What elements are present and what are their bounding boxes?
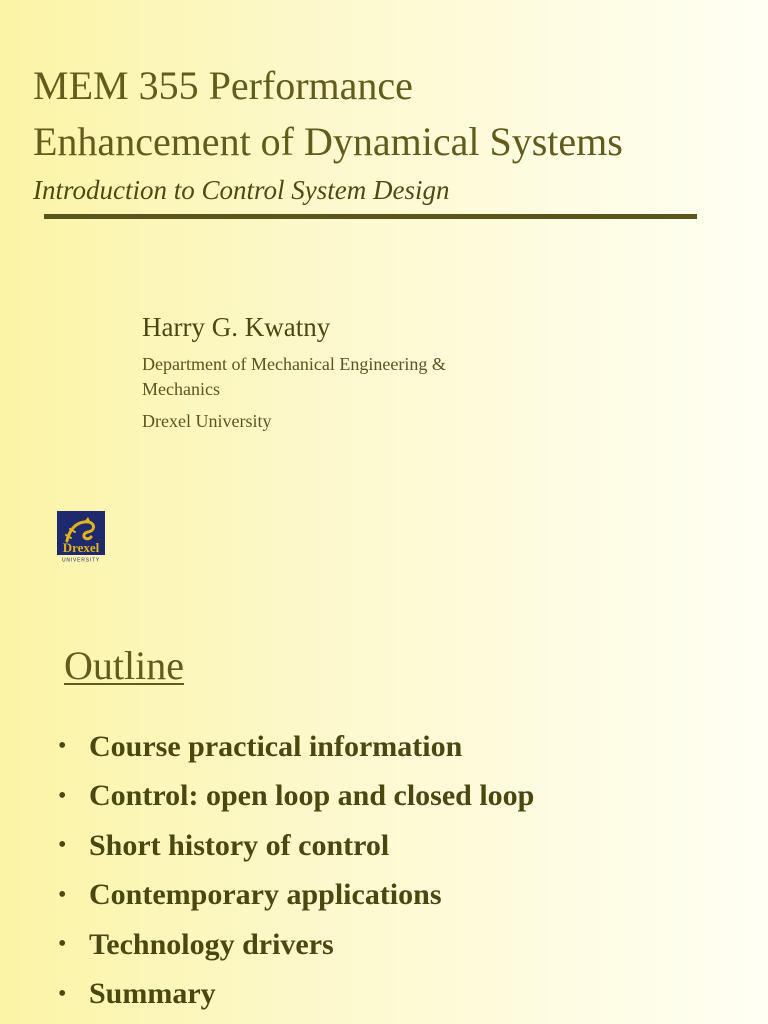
drexel-logo <box>57 511 105 563</box>
slide-subtitle: Introduction to Control System Design <box>33 175 450 205</box>
list-item <box>58 920 534 970</box>
author-name: Harry G. Kwatny <box>142 312 331 342</box>
department-line-2: Mechanics <box>142 379 220 399</box>
slide-title-line-2: Enhancement of Dynamical Systems <box>33 119 623 164</box>
outline-heading: Outline <box>64 643 184 688</box>
department-line-1: Department of Mechanical Engineering & <box>142 354 446 374</box>
bullet-icon: • <box>58 733 67 760</box>
list-item-text: Contemporary applications <box>89 878 442 912</box>
list-item <box>58 871 534 921</box>
bullet-icon: • <box>58 980 67 1007</box>
list-item <box>58 772 534 822</box>
bullet-icon: • <box>58 832 67 859</box>
title-divider <box>44 214 697 219</box>
bullet-icon: • <box>58 931 67 958</box>
list-item-text: Control: open loop and closed loop <box>89 779 535 813</box>
logo-wordmark: Drexel <box>62 540 100 555</box>
list-item-text: Technology drivers <box>89 927 334 961</box>
bullet-icon: • <box>58 782 67 809</box>
slide-title-line-1: MEM 355 Performance <box>33 63 413 108</box>
bullet-icon: • <box>58 881 67 908</box>
list-item <box>58 722 534 772</box>
logo-subtext: UNIVERSITY <box>61 557 101 563</box>
outline-slide <box>0 620 768 1024</box>
list-item <box>58 821 534 871</box>
list-item-text: Short history of control <box>89 828 390 862</box>
university-name: Drexel University <box>142 411 272 431</box>
list-item <box>58 970 534 1020</box>
list-item-text: Course practical information <box>89 729 463 763</box>
list-item-text: Summary <box>89 977 216 1011</box>
outline-list <box>58 722 534 1019</box>
